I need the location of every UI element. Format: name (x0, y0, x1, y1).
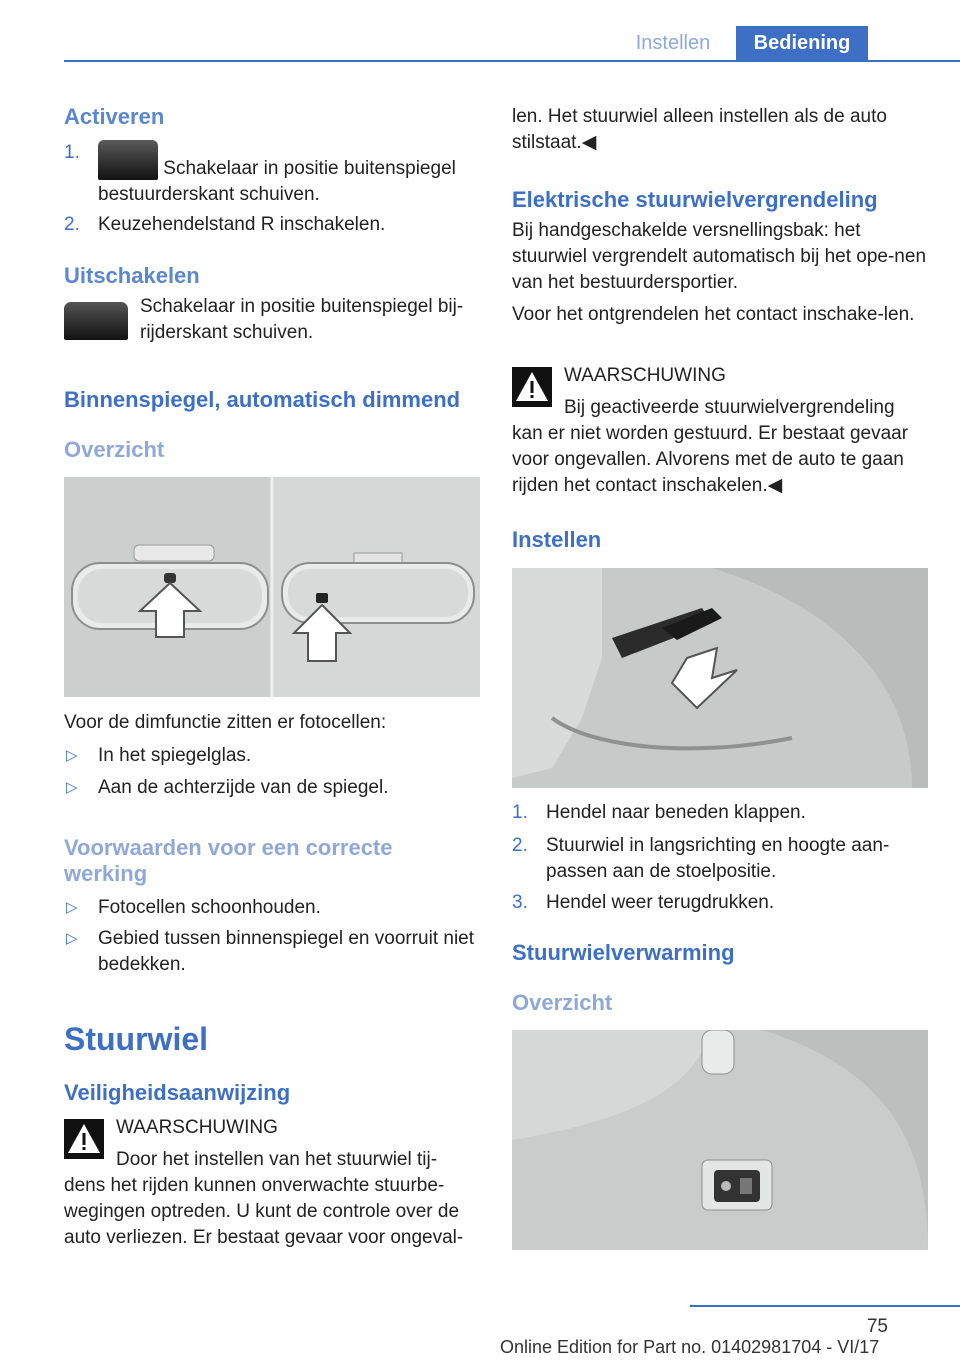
bullet-text: Gebied tussen binnenspiegel en voorruit niet bedekken. (98, 928, 475, 975)
step-number: 3. (512, 892, 528, 913)
warning-triangle-icon (64, 1119, 104, 1159)
warning-triangle-icon (512, 367, 552, 407)
step-text: Hendel weer terugdrukken. (546, 892, 775, 913)
warning-title: WAARSCHUWING (564, 365, 726, 386)
step-text: Schakelaar in positie buitenspiegel bestuurderskant schuiven. (98, 158, 456, 205)
voorwaarden-bullet-2 (64, 926, 480, 978)
elektrische-text-1: Bij handgeschakelde versnellingsbak: het stuurwiel vergrendelt automatisch bij het ope-nen van het bestuurdersportier. (512, 220, 927, 293)
lever-figure (512, 568, 928, 788)
triangle-bullet-icon: ▷ (66, 747, 78, 764)
bullet-text: In het spiegelglas. (98, 745, 252, 766)
stuurwiel-heading: Stuurwiel (64, 1021, 209, 1057)
continuation-text: len. Het stuurwiel alleen instellen als de auto stilstaat.◀ (512, 106, 887, 153)
instellen-step-3 (512, 890, 928, 916)
triangle-bullet-icon: ▷ (66, 930, 78, 947)
footer-rule (690, 1305, 960, 1307)
steering-heating-illustration (512, 1030, 928, 1250)
step-number: 2. (512, 835, 528, 856)
uitschakelen-block (64, 294, 480, 354)
veiligheid-heading: Veiligheidsaanwijzing (64, 1080, 291, 1105)
warning-title: WAARSCHUWING (116, 1117, 278, 1138)
elektrische-warning (512, 363, 928, 499)
voorwaarden-bullet-1 (64, 895, 480, 921)
mirror-switch-icon (98, 140, 158, 180)
triangle-bullet-icon: ▷ (66, 899, 78, 916)
step-number: 1. (512, 802, 528, 823)
overzicht-heading: Overzicht (64, 437, 165, 462)
bullet-text: Fotocellen schoonhouden. (98, 897, 321, 918)
step-text: Keuzehendelstand R inschakelen. (98, 214, 386, 235)
instellen-step-1 (512, 800, 928, 826)
verwarming-heading: Stuurwielverwarming (512, 940, 735, 965)
uitschakelen-heading: Uitschakelen (64, 263, 200, 288)
binnenspiegel-bullet-1 (64, 743, 480, 769)
step-number: 1. (64, 142, 80, 163)
binnenspiegel-bullet-2 (64, 775, 480, 801)
step-text: Hendel naar beneden klappen. (546, 802, 806, 823)
triangle-bullet-icon: ▷ (66, 779, 78, 796)
tab-instellen[interactable]: Instellen (635, 32, 711, 54)
binnenspiegel-heading: Binnenspiegel, automatisch dimmend (64, 387, 461, 412)
warning-first-line: Bij geactiveerde stuurwielvergrendeling (564, 397, 895, 418)
mirror-figure (64, 477, 480, 697)
edition-text: Online Edition for Part no. 01402981704 - VI/17 (500, 1337, 880, 1357)
mirror-switch-icon (64, 302, 128, 340)
activeren-step-1 (64, 140, 480, 208)
stuurwiel-warning (64, 1115, 480, 1251)
warning-body: kan er niet worden gestuurd. Er bestaat gevaar voor ongevallen. Alvorens met de auto te gaan rijden het contact inschakelen.◀ (512, 423, 909, 496)
steering-lever-illustration (512, 568, 928, 788)
elektrische-text-2: Voor het ontgrendelen het contact inschake-len. (512, 304, 915, 325)
verwarming-overzicht-heading: Overzicht (512, 990, 613, 1015)
warning-body: dens het rijden kunnen onverwachte stuurbe-wegingen optreden. U kunt de controle over de auto verliezen. Er bestaat gevaar voor ongeval- (64, 1175, 464, 1248)
step-number: 2. (64, 214, 80, 235)
mirror-illustration (64, 477, 480, 697)
instellen-step-2 (512, 833, 928, 885)
header-rule (64, 60, 960, 62)
page-header (0, 0, 960, 62)
voorwaarden-heading: Voorwaarden voor een correcte werking (64, 835, 393, 886)
binnenspiegel-intro: Voor de dimfunctie zitten er fotocellen: (64, 712, 387, 733)
elektrische-heading: Elektrische stuurwielvergrendeling (512, 187, 878, 212)
page-number: 75 (866, 1316, 888, 1337)
bullet-text: Aan de achterzijde van de spiegel. (98, 777, 389, 798)
instellen-heading: Instellen (512, 527, 602, 552)
activeren-heading: Activeren (64, 104, 165, 129)
uitschakelen-text: Schakelaar in positie buitenspiegel bij-rijderskant schuiven. (140, 296, 464, 343)
heating-figure (512, 1030, 928, 1250)
activeren-step-2 (64, 212, 480, 238)
warning-first-line: Door het instellen van het stuurwiel tij- (116, 1149, 438, 1170)
tab-bediening[interactable]: Bediening (736, 26, 868, 60)
step-text: Stuurwiel in langsrichting en hoogte aan-passen aan de stoelpositie. (546, 835, 890, 882)
